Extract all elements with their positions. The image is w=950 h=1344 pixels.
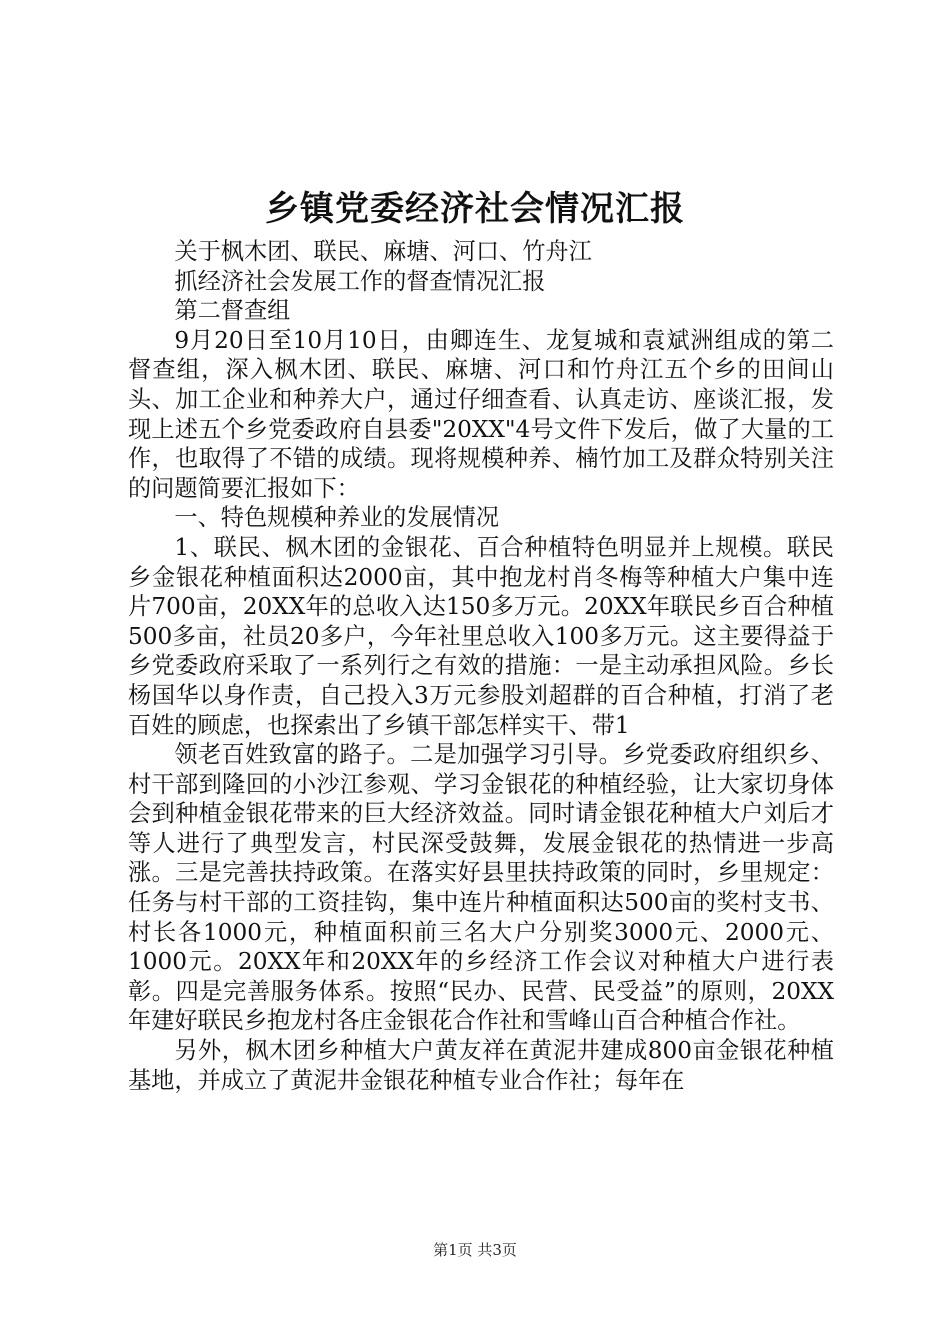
document-title: 乡镇党委经济社会情况汇报 <box>265 189 685 229</box>
body-paragraph: 关于枫木团、联民、麻塘、河口、竹舟江 <box>174 238 592 265</box>
body-paragraph: 领老百姓致富的路子。二是加强学习引导。乡党委政府组织乡、村干部到隆回的小沙江参观、学习金银花的种植经验，让大家切身体会到种植金银花带来的巨大经济效益。同时请金银花种植大户刘后才等人进行了典型发言，村民深受鼓舞，发展金银花的热情进一步高涨。三是完善扶持政策。在落实好县里扶持政策的同时，乡里规定：任务与村干部的工资挂钩，集中连片种植面积达500亩的奖村支书、村长各1000元，种植面积前三名大户分别奖3000元、2000元、1000元。20XX年和20XX年的乡经济工作会议对种植大户进行表彰。四是完善服务体系。按照“民办、民营、民受益”的原则，20XX年建好联民乡抱龙村各庄金银花合作社和雪峰山百合种植合作社。 <box>128 741 834 1035</box>
document-body <box>128 237 834 1095</box>
body-paragraph: 9月20日至10月10日，由卿连生、龙复城和袁斌洲组成的第二督查组，深入枫木团、联民、麻塘、河口和竹舟江五个乡的田间山头、加工企业和种养大户，通过仔细查看、认真走访、座谈汇报，发现上述五个乡党委政府自县委"20XX"4号文件下发后，做了大量的工作，也取得了不错的成绩。现将规模种养、楠竹加工及群众特别关注的问题简要汇报如下： <box>128 326 834 502</box>
page-footer: 第1页 共3页 <box>433 1241 517 1259</box>
body-paragraph: 抓经济社会发展工作的督查情况汇报 <box>174 267 546 295</box>
body-paragraph: 第二督查组 <box>174 297 291 325</box>
section-heading: 一、特色规模种养业的发展情况 <box>174 504 500 532</box>
body-paragraph: 1、联民、枫木团的金银花、百合种植特色明显并上规模。联民乡金银花种植面积达2000亩，其中抱龙村肖冬梅等种植大户集中连片700亩，20XX年的总收入达150多万元。20XX年联民乡百合种植500多亩，社员20多户，今年社里总收入100多万元。这主要得益于乡党委政府采取了一系列行之有效的措施：一是主动承担风险。乡长杨国华以身作责，自己投入3万元参股刘超群的百合种植，打消了老百姓的顾虑，也探索出了乡镇干部怎样实干、带1 <box>128 533 834 739</box>
body-paragraph: 另外，枫木团乡种植大户黄友祥在黄泥井建成800亩金银花种植基地，并成立了黄泥井金银花种植专业合作社；每年在 <box>128 1037 834 1094</box>
